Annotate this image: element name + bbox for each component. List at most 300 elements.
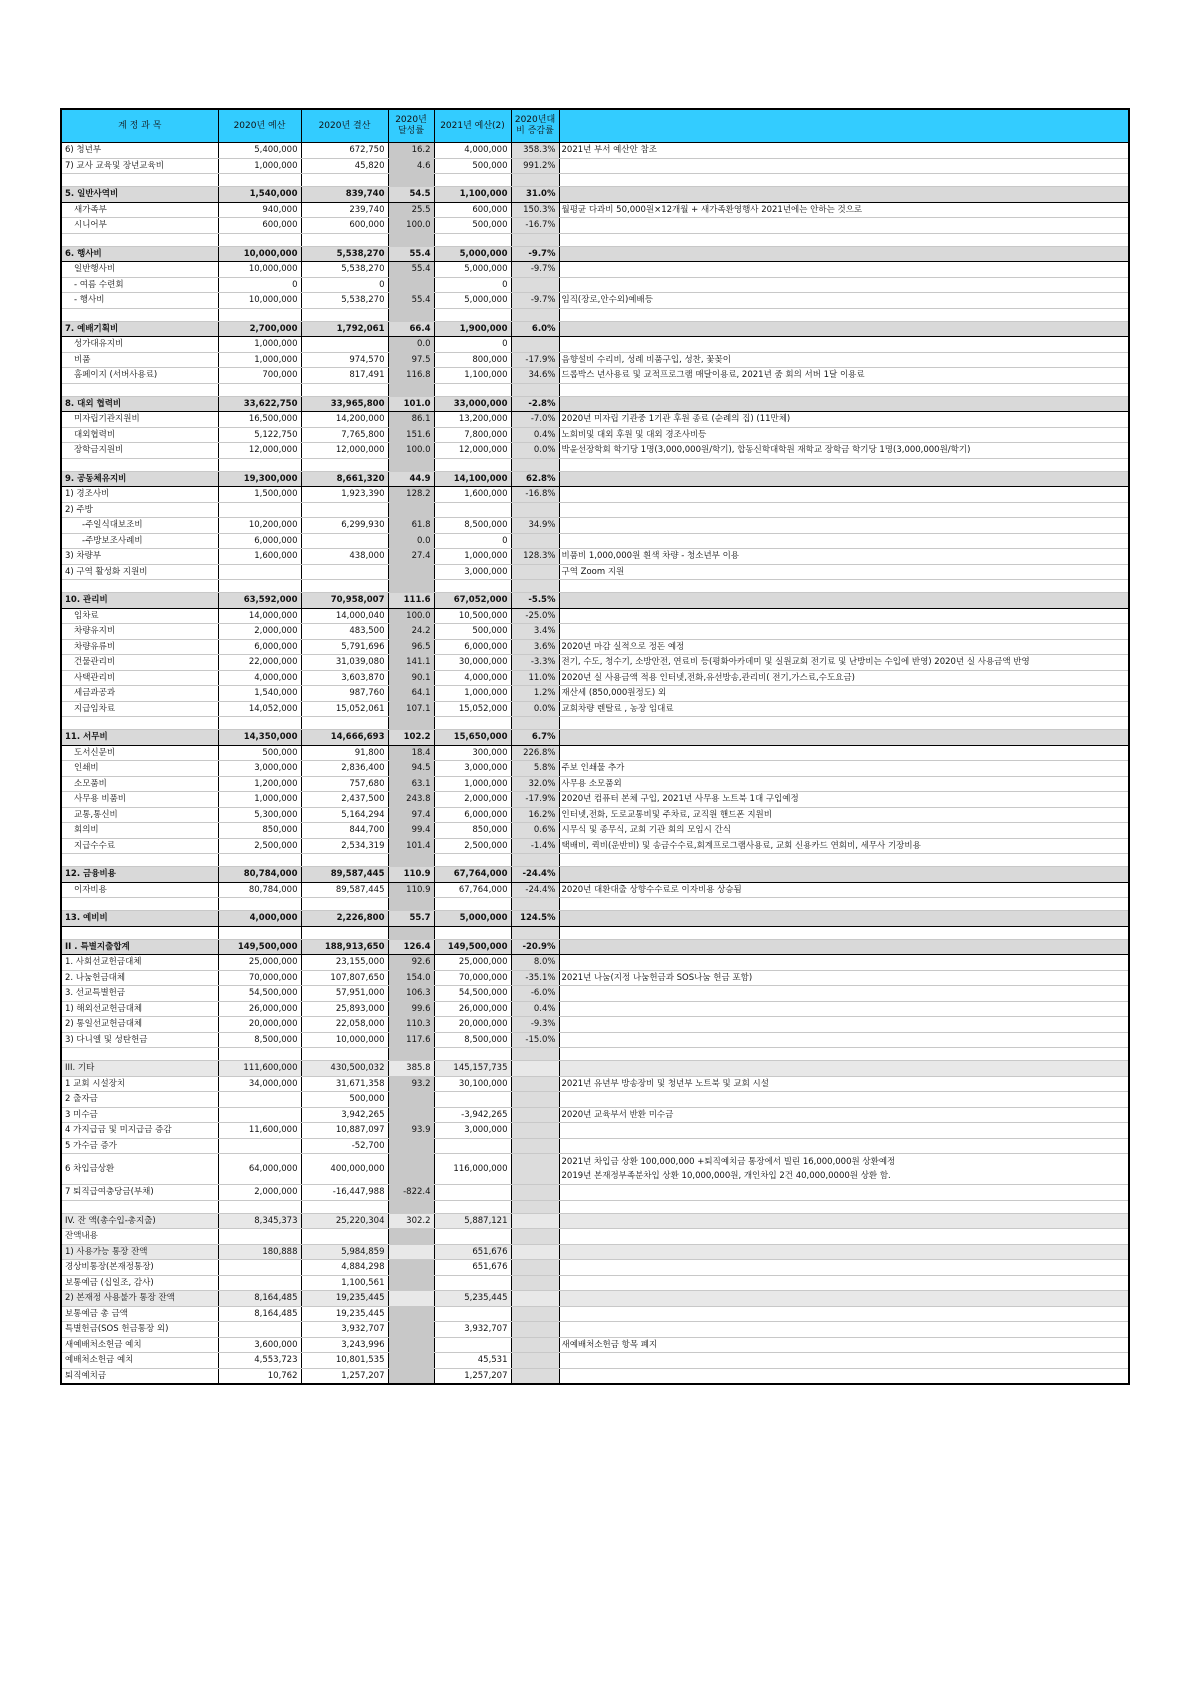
budget-2021-cell: 651,676 bbox=[434, 1260, 511, 1276]
note-cell: 2020년 실 사용금액 적용 인터넷,전화,유선방송,관리비( 전기,가스료,수도요금) bbox=[559, 670, 1129, 686]
change-rate-cell: 0.0% bbox=[511, 701, 559, 717]
achievement-cell: 111.6 bbox=[388, 593, 434, 609]
settlement-2020-cell: 839,740 bbox=[301, 187, 388, 203]
account-cell: 장학금지원비 bbox=[61, 443, 218, 459]
account-cell: 1) 해외선교헌금대체 bbox=[61, 1001, 218, 1017]
note-cell bbox=[559, 898, 1129, 911]
note-cell bbox=[559, 321, 1129, 337]
account-cell: 3) 다니엘 및 성탄헌금 bbox=[61, 1032, 218, 1048]
table-row bbox=[61, 1123, 1129, 1139]
table-row bbox=[61, 533, 1129, 549]
budget-2020-cell: 10,000,000 bbox=[218, 262, 301, 278]
settlement-2020-cell: 757,680 bbox=[301, 776, 388, 792]
settlement-2020-cell: 3,942,265 bbox=[301, 1107, 388, 1123]
account-cell: 2) 통일선교헌금대체 bbox=[61, 1017, 218, 1033]
budget-2020-cell: 14,000,000 bbox=[218, 608, 301, 624]
account-cell: 예배처소헌금 예치 bbox=[61, 1353, 218, 1369]
budget-2021-cell: 45,531 bbox=[434, 1353, 511, 1369]
settlement-2020-cell: 1,100,561 bbox=[301, 1275, 388, 1291]
note-cell: 드롭박스 년사용료 및 교적프로그램 매달이용료, 2021년 줌 회의 서버 1달 이용료 bbox=[559, 368, 1129, 384]
note-cell bbox=[559, 262, 1129, 278]
note-cell bbox=[559, 717, 1129, 730]
settlement-2020-cell: 987,760 bbox=[301, 686, 388, 702]
budget-2020-cell: 10,000,000 bbox=[218, 246, 301, 262]
table-row bbox=[61, 970, 1129, 986]
settlement-2020-cell: 5,538,270 bbox=[301, 262, 388, 278]
table-row bbox=[61, 823, 1129, 839]
change-rate-cell bbox=[511, 1322, 559, 1338]
settlement-2020-cell: 2,226,800 bbox=[301, 911, 388, 927]
budget-2021-cell: 30,100,000 bbox=[434, 1076, 511, 1092]
settlement-2020-cell: 14,200,000 bbox=[301, 412, 388, 428]
budget-2020-cell: 19,300,000 bbox=[218, 471, 301, 487]
achievement-cell: 93.2 bbox=[388, 1076, 434, 1092]
achievement-cell bbox=[388, 1353, 434, 1369]
header-budget-2021: 2021년 예산(2) bbox=[434, 109, 511, 143]
budget-2020-cell bbox=[218, 1092, 301, 1108]
table-row bbox=[61, 1291, 1129, 1307]
change-rate-cell bbox=[511, 1229, 559, 1245]
table-row bbox=[61, 487, 1129, 503]
spacer-row bbox=[61, 1048, 1129, 1061]
settlement-2020-cell: 483,500 bbox=[301, 624, 388, 640]
budget-2021-cell: 67,052,000 bbox=[434, 593, 511, 609]
budget-2021-cell bbox=[434, 1337, 511, 1353]
budget-2021-cell: 10,500,000 bbox=[434, 608, 511, 624]
budget-2021-cell bbox=[434, 1200, 511, 1213]
achievement-cell bbox=[388, 174, 434, 187]
note-cell bbox=[559, 1092, 1129, 1108]
settlement-2020-cell: 107,807,650 bbox=[301, 970, 388, 986]
note-cell: 주보 인쇄물 추가 bbox=[559, 761, 1129, 777]
achievement-cell: 128.2 bbox=[388, 487, 434, 503]
budget-2021-cell: 14,100,000 bbox=[434, 471, 511, 487]
table-row bbox=[61, 443, 1129, 459]
settlement-2020-cell: 3,932,707 bbox=[301, 1322, 388, 1338]
note-cell bbox=[559, 1291, 1129, 1307]
budget-2020-cell: 16,500,000 bbox=[218, 412, 301, 428]
settlement-2020-cell bbox=[301, 898, 388, 911]
note-cell bbox=[559, 502, 1129, 518]
note-cell bbox=[559, 593, 1129, 609]
table-row bbox=[61, 1322, 1129, 1338]
budget-2020-cell: 80,784,000 bbox=[218, 867, 301, 883]
achievement-cell bbox=[388, 1048, 434, 1061]
account-cell: - 행사비 bbox=[61, 293, 218, 309]
account-cell bbox=[61, 854, 218, 867]
settlement-2020-cell: 89,587,445 bbox=[301, 867, 388, 883]
note-cell: 2020년 교육부서 반환 미수금 bbox=[559, 1107, 1129, 1123]
note-cell bbox=[559, 1001, 1129, 1017]
settlement-2020-cell: 12,000,000 bbox=[301, 443, 388, 459]
account-cell: -주일식대보조비 bbox=[61, 518, 218, 534]
budget-2020-cell: 2,700,000 bbox=[218, 321, 301, 337]
budget-2020-cell bbox=[218, 1275, 301, 1291]
settlement-2020-cell bbox=[301, 926, 388, 939]
budget-2020-cell: 0 bbox=[218, 277, 301, 293]
account-cell: 2 출자금 bbox=[61, 1092, 218, 1108]
achievement-cell: -822.4 bbox=[388, 1185, 434, 1201]
settlement-2020-cell: 5,538,270 bbox=[301, 246, 388, 262]
table-row bbox=[61, 1213, 1129, 1229]
budget-2020-cell: 54,500,000 bbox=[218, 986, 301, 1002]
budget-2021-cell bbox=[434, 1229, 511, 1245]
budget-2021-cell bbox=[434, 580, 511, 593]
account-cell: 10. 관리비 bbox=[61, 593, 218, 609]
account-cell: 3. 선교특별헌금 bbox=[61, 986, 218, 1002]
account-cell: 지급수수료 bbox=[61, 838, 218, 854]
account-cell: 경상비통장(본재정통장) bbox=[61, 1260, 218, 1276]
settlement-2020-cell: 15,052,061 bbox=[301, 701, 388, 717]
settlement-2020-cell: 91,800 bbox=[301, 745, 388, 761]
change-rate-cell bbox=[511, 458, 559, 471]
change-rate-cell bbox=[511, 1061, 559, 1077]
budget-2021-cell: 20,000,000 bbox=[434, 1017, 511, 1033]
table-row bbox=[61, 1368, 1129, 1384]
section-row bbox=[61, 396, 1129, 412]
account-cell: 새가족부 bbox=[61, 202, 218, 218]
achievement-cell bbox=[388, 1138, 434, 1154]
change-rate-cell: 31.0% bbox=[511, 187, 559, 203]
budget-2020-cell: 8,500,000 bbox=[218, 1032, 301, 1048]
note-cell bbox=[559, 158, 1129, 174]
change-rate-cell: -9.7% bbox=[511, 246, 559, 262]
budget-2020-cell: 111,600,000 bbox=[218, 1061, 301, 1077]
budget-2021-cell bbox=[434, 458, 511, 471]
change-rate-cell: 34.6% bbox=[511, 368, 559, 384]
note-cell bbox=[559, 1200, 1129, 1213]
budget-2020-cell bbox=[218, 458, 301, 471]
achievement-cell: 61.8 bbox=[388, 518, 434, 534]
change-rate-cell: 3.6% bbox=[511, 639, 559, 655]
account-cell: 새예배처소헌금 예치 bbox=[61, 1337, 218, 1353]
spacer-row bbox=[61, 174, 1129, 187]
achievement-cell: 93.9 bbox=[388, 1123, 434, 1139]
budget-2020-cell: 4,553,723 bbox=[218, 1353, 301, 1369]
settlement-2020-cell: 1,792,061 bbox=[301, 321, 388, 337]
account-cell: 차량유지비 bbox=[61, 624, 218, 640]
settlement-2020-cell: 14,000,040 bbox=[301, 608, 388, 624]
settlement-2020-cell: 239,740 bbox=[301, 202, 388, 218]
budget-2021-cell: 0 bbox=[434, 533, 511, 549]
achievement-cell: 154.0 bbox=[388, 970, 434, 986]
section-row bbox=[61, 867, 1129, 883]
section-row bbox=[61, 321, 1129, 337]
change-rate-cell: -7.0% bbox=[511, 412, 559, 428]
change-rate-cell: 32.0% bbox=[511, 776, 559, 792]
achievement-cell bbox=[388, 1107, 434, 1123]
budget-2021-cell: 1,000,000 bbox=[434, 549, 511, 565]
table-row bbox=[61, 427, 1129, 443]
achievement-cell: 86.1 bbox=[388, 412, 434, 428]
table-row bbox=[61, 518, 1129, 534]
table-row bbox=[61, 745, 1129, 761]
achievement-cell: 63.1 bbox=[388, 776, 434, 792]
change-rate-cell bbox=[511, 1337, 559, 1353]
achievement-cell bbox=[388, 1306, 434, 1322]
change-rate-cell: 11.0% bbox=[511, 670, 559, 686]
change-rate-cell: -6.0% bbox=[511, 986, 559, 1002]
account-cell: 사택관리비 bbox=[61, 670, 218, 686]
change-rate-cell bbox=[511, 1138, 559, 1154]
spacer-row bbox=[61, 926, 1129, 939]
spacer-row bbox=[61, 580, 1129, 593]
achievement-cell: 96.5 bbox=[388, 639, 434, 655]
note-cell bbox=[559, 174, 1129, 187]
account-cell: 시니어부 bbox=[61, 218, 218, 234]
settlement-2020-cell: 974,570 bbox=[301, 352, 388, 368]
table-row bbox=[61, 608, 1129, 624]
achievement-cell: 102.2 bbox=[388, 730, 434, 746]
note-cell bbox=[559, 955, 1129, 971]
settlement-2020-cell: 2,437,500 bbox=[301, 792, 388, 808]
settlement-2020-cell: 1,923,390 bbox=[301, 487, 388, 503]
achievement-cell: 18.4 bbox=[388, 745, 434, 761]
change-rate-cell: 5.8% bbox=[511, 761, 559, 777]
section-row bbox=[61, 246, 1129, 262]
achievement-cell bbox=[388, 854, 434, 867]
account-cell bbox=[61, 580, 218, 593]
achievement-cell bbox=[388, 233, 434, 246]
change-rate-cell bbox=[511, 1368, 559, 1384]
table-row bbox=[61, 882, 1129, 898]
note-cell bbox=[559, 396, 1129, 412]
table-row bbox=[61, 262, 1129, 278]
section-row bbox=[61, 730, 1129, 746]
budget-2020-cell: 1,540,000 bbox=[218, 686, 301, 702]
settlement-2020-cell: -52,700 bbox=[301, 1138, 388, 1154]
budget-2020-cell: 2,000,000 bbox=[218, 624, 301, 640]
budget-2020-cell: 149,500,000 bbox=[218, 939, 301, 955]
account-cell: 5 가수금 증가 bbox=[61, 1138, 218, 1154]
achievement-cell: 99.6 bbox=[388, 1001, 434, 1017]
change-rate-cell bbox=[511, 277, 559, 293]
settlement-2020-cell: 70,958,007 bbox=[301, 593, 388, 609]
account-cell: 2) 본재정 사용불가 통장 잔액 bbox=[61, 1291, 218, 1307]
budget-2020-cell bbox=[218, 1260, 301, 1276]
table-row bbox=[61, 143, 1129, 159]
settlement-2020-cell: 400,000,000 bbox=[301, 1154, 388, 1185]
change-rate-cell: 0.4% bbox=[511, 427, 559, 443]
table-row bbox=[61, 807, 1129, 823]
budget-2020-cell: 1,540,000 bbox=[218, 187, 301, 203]
note-cell: 비품비 1,000,000원 흰색 차량 - 청소년부 이용 bbox=[559, 549, 1129, 565]
budget-2021-cell: 149,500,000 bbox=[434, 939, 511, 955]
note-cell bbox=[559, 1213, 1129, 1229]
budget-2020-cell: 700,000 bbox=[218, 368, 301, 384]
note-cell: 음향설비 수리비, 성례 비품구입, 성찬, 꽃꽂이 bbox=[559, 352, 1129, 368]
account-cell: 4) 구역 활성화 지원비 bbox=[61, 564, 218, 580]
account-cell: 소모품비 bbox=[61, 776, 218, 792]
budget-2020-cell: 6,000,000 bbox=[218, 639, 301, 655]
settlement-2020-cell: 500,000 bbox=[301, 1092, 388, 1108]
account-cell: 인쇄비 bbox=[61, 761, 218, 777]
account-cell: 사무용 비품비 bbox=[61, 792, 218, 808]
change-rate-cell bbox=[511, 1200, 559, 1213]
change-rate-cell: -17.9% bbox=[511, 792, 559, 808]
change-rate-cell: 991.2% bbox=[511, 158, 559, 174]
note-cell bbox=[559, 1353, 1129, 1369]
budget-2021-cell bbox=[434, 383, 511, 396]
account-cell: 7. 예배기획비 bbox=[61, 321, 218, 337]
account-cell: 건물관리비 bbox=[61, 655, 218, 671]
achievement-cell: 92.6 bbox=[388, 955, 434, 971]
spacer-row bbox=[61, 458, 1129, 471]
change-rate-cell: 3.4% bbox=[511, 624, 559, 640]
note-cell: 2021년 차입금 상환 100,000,000 +퇴직예치금 통장에서 빌린 16,000,000원 상환예정 2019년 본재정부족분차입 상환 10,000,000원, 개인차입 2건 40,000,0000원 상환 함. bbox=[559, 1154, 1129, 1185]
budget-2020-cell: 34,000,000 bbox=[218, 1076, 301, 1092]
spacer-row bbox=[61, 1200, 1129, 1213]
table-row bbox=[61, 792, 1129, 808]
budget-2020-cell: 8,164,485 bbox=[218, 1306, 301, 1322]
table-row bbox=[61, 1353, 1129, 1369]
achievement-cell: 302.2 bbox=[388, 1213, 434, 1229]
settlement-2020-cell bbox=[301, 308, 388, 321]
change-rate-cell bbox=[511, 1123, 559, 1139]
note-cell bbox=[559, 246, 1129, 262]
change-rate-cell: -35.1% bbox=[511, 970, 559, 986]
note-cell bbox=[559, 533, 1129, 549]
budget-2021-cell: 5,000,000 bbox=[434, 246, 511, 262]
budget-2021-cell: 12,000,000 bbox=[434, 443, 511, 459]
change-rate-cell: 8.0% bbox=[511, 955, 559, 971]
header-settlement-2020: 2020년 결산 bbox=[301, 109, 388, 143]
budget-2020-cell bbox=[218, 926, 301, 939]
table-row bbox=[61, 1275, 1129, 1291]
budget-2021-cell: 25,000,000 bbox=[434, 955, 511, 971]
budget-2020-cell bbox=[218, 580, 301, 593]
budget-2020-cell: 11,600,000 bbox=[218, 1123, 301, 1139]
budget-2020-cell: 500,000 bbox=[218, 745, 301, 761]
account-cell: 11. 서무비 bbox=[61, 730, 218, 746]
change-rate-cell bbox=[511, 564, 559, 580]
budget-2020-cell bbox=[218, 383, 301, 396]
settlement-2020-cell: 438,000 bbox=[301, 549, 388, 565]
table-row bbox=[61, 352, 1129, 368]
change-rate-cell: 150.3% bbox=[511, 202, 559, 218]
settlement-2020-cell bbox=[301, 1200, 388, 1213]
account-cell: 4 가지급금 및 미지급금 증감 bbox=[61, 1123, 218, 1139]
note-cell: 2020년 미자립 기관중 1기관 후원 종료 (순례의 집) (11만체) bbox=[559, 412, 1129, 428]
note-cell bbox=[559, 187, 1129, 203]
account-cell: 잔액내용 bbox=[61, 1229, 218, 1245]
change-rate-cell bbox=[511, 1107, 559, 1123]
note-cell bbox=[559, 337, 1129, 353]
settlement-2020-cell: 2,836,400 bbox=[301, 761, 388, 777]
note-cell: 구역 Zoom 지원 bbox=[559, 564, 1129, 580]
account-cell: 9. 공동체유지비 bbox=[61, 471, 218, 487]
account-cell: 보통예금 총 금액 bbox=[61, 1306, 218, 1322]
achievement-cell: 101.4 bbox=[388, 838, 434, 854]
account-cell bbox=[61, 308, 218, 321]
settlement-2020-cell bbox=[301, 717, 388, 730]
budget-2020-cell: 70,000,000 bbox=[218, 970, 301, 986]
account-cell: -주방보조사례비 bbox=[61, 533, 218, 549]
account-cell: 13. 예비비 bbox=[61, 911, 218, 927]
note-cell bbox=[559, 458, 1129, 471]
settlement-2020-cell bbox=[301, 233, 388, 246]
settlement-2020-cell: 25,220,304 bbox=[301, 1213, 388, 1229]
budget-2021-cell: 116,000,000 bbox=[434, 1154, 511, 1185]
account-cell: II . 특별지출합계 bbox=[61, 939, 218, 955]
achievement-cell bbox=[388, 1229, 434, 1245]
account-cell: 6 차입금상환 bbox=[61, 1154, 218, 1185]
change-rate-cell bbox=[511, 1213, 559, 1229]
achievement-cell: 54.5 bbox=[388, 187, 434, 203]
change-rate-cell: 1.2% bbox=[511, 686, 559, 702]
settlement-2020-cell: 22,058,000 bbox=[301, 1017, 388, 1033]
budget-2020-cell bbox=[218, 717, 301, 730]
settlement-2020-cell: 19,235,445 bbox=[301, 1306, 388, 1322]
achievement-cell bbox=[388, 564, 434, 580]
change-rate-cell bbox=[511, 1048, 559, 1061]
achievement-cell: 90.1 bbox=[388, 670, 434, 686]
note-cell bbox=[559, 277, 1129, 293]
settlement-2020-cell: 23,155,000 bbox=[301, 955, 388, 971]
header-change-rate: 2020년대비 증감률 bbox=[511, 109, 559, 143]
settlement-2020-cell: 25,893,000 bbox=[301, 1001, 388, 1017]
achievement-cell: 110.3 bbox=[388, 1017, 434, 1033]
settlement-2020-cell bbox=[301, 174, 388, 187]
achievement-cell bbox=[388, 277, 434, 293]
account-cell bbox=[61, 174, 218, 187]
change-rate-cell bbox=[511, 926, 559, 939]
table-row bbox=[61, 1260, 1129, 1276]
budget-2021-cell: 5,000,000 bbox=[434, 293, 511, 309]
achievement-cell: 44.9 bbox=[388, 471, 434, 487]
note-cell bbox=[559, 1260, 1129, 1276]
budget-2020-cell: 64,000,000 bbox=[218, 1154, 301, 1185]
settlement-2020-cell: 89,587,445 bbox=[301, 882, 388, 898]
achievement-cell: 27.4 bbox=[388, 549, 434, 565]
achievement-cell: 100.0 bbox=[388, 218, 434, 234]
change-rate-cell: 34.9% bbox=[511, 518, 559, 534]
budget-2020-cell: 63,592,000 bbox=[218, 593, 301, 609]
budget-2021-cell: 5,000,000 bbox=[434, 262, 511, 278]
achievement-cell: 4.6 bbox=[388, 158, 434, 174]
settlement-2020-cell bbox=[301, 337, 388, 353]
account-cell: 이자비용 bbox=[61, 882, 218, 898]
note-cell bbox=[559, 926, 1129, 939]
settlement-2020-cell: -16,447,988 bbox=[301, 1185, 388, 1201]
budget-2021-cell: 13,200,000 bbox=[434, 412, 511, 428]
change-rate-cell bbox=[511, 1306, 559, 1322]
table-row bbox=[61, 549, 1129, 565]
account-cell: 2) 주방 bbox=[61, 502, 218, 518]
budget-2021-cell bbox=[434, 1306, 511, 1322]
note-cell bbox=[559, 383, 1129, 396]
settlement-2020-cell bbox=[301, 533, 388, 549]
settlement-2020-cell bbox=[301, 1229, 388, 1245]
change-rate-cell: -2.8% bbox=[511, 396, 559, 412]
achievement-cell bbox=[388, 898, 434, 911]
change-rate-cell bbox=[511, 1275, 559, 1291]
budget-2021-cell: 5,235,445 bbox=[434, 1291, 511, 1307]
account-cell: 7) 교사 교육및 장년교육비 bbox=[61, 158, 218, 174]
note-cell bbox=[559, 471, 1129, 487]
budget-2021-cell bbox=[434, 502, 511, 518]
note-cell bbox=[559, 233, 1129, 246]
table-row bbox=[61, 639, 1129, 655]
achievement-cell: 55.4 bbox=[388, 246, 434, 262]
account-cell bbox=[61, 926, 218, 939]
note-cell bbox=[559, 1306, 1129, 1322]
table-row bbox=[61, 776, 1129, 792]
note-cell: 노회비및 대외 후원 및 대외 경조사비등 bbox=[559, 427, 1129, 443]
table-row bbox=[61, 1107, 1129, 1123]
note-cell bbox=[559, 1123, 1129, 1139]
spacer-row bbox=[61, 854, 1129, 867]
